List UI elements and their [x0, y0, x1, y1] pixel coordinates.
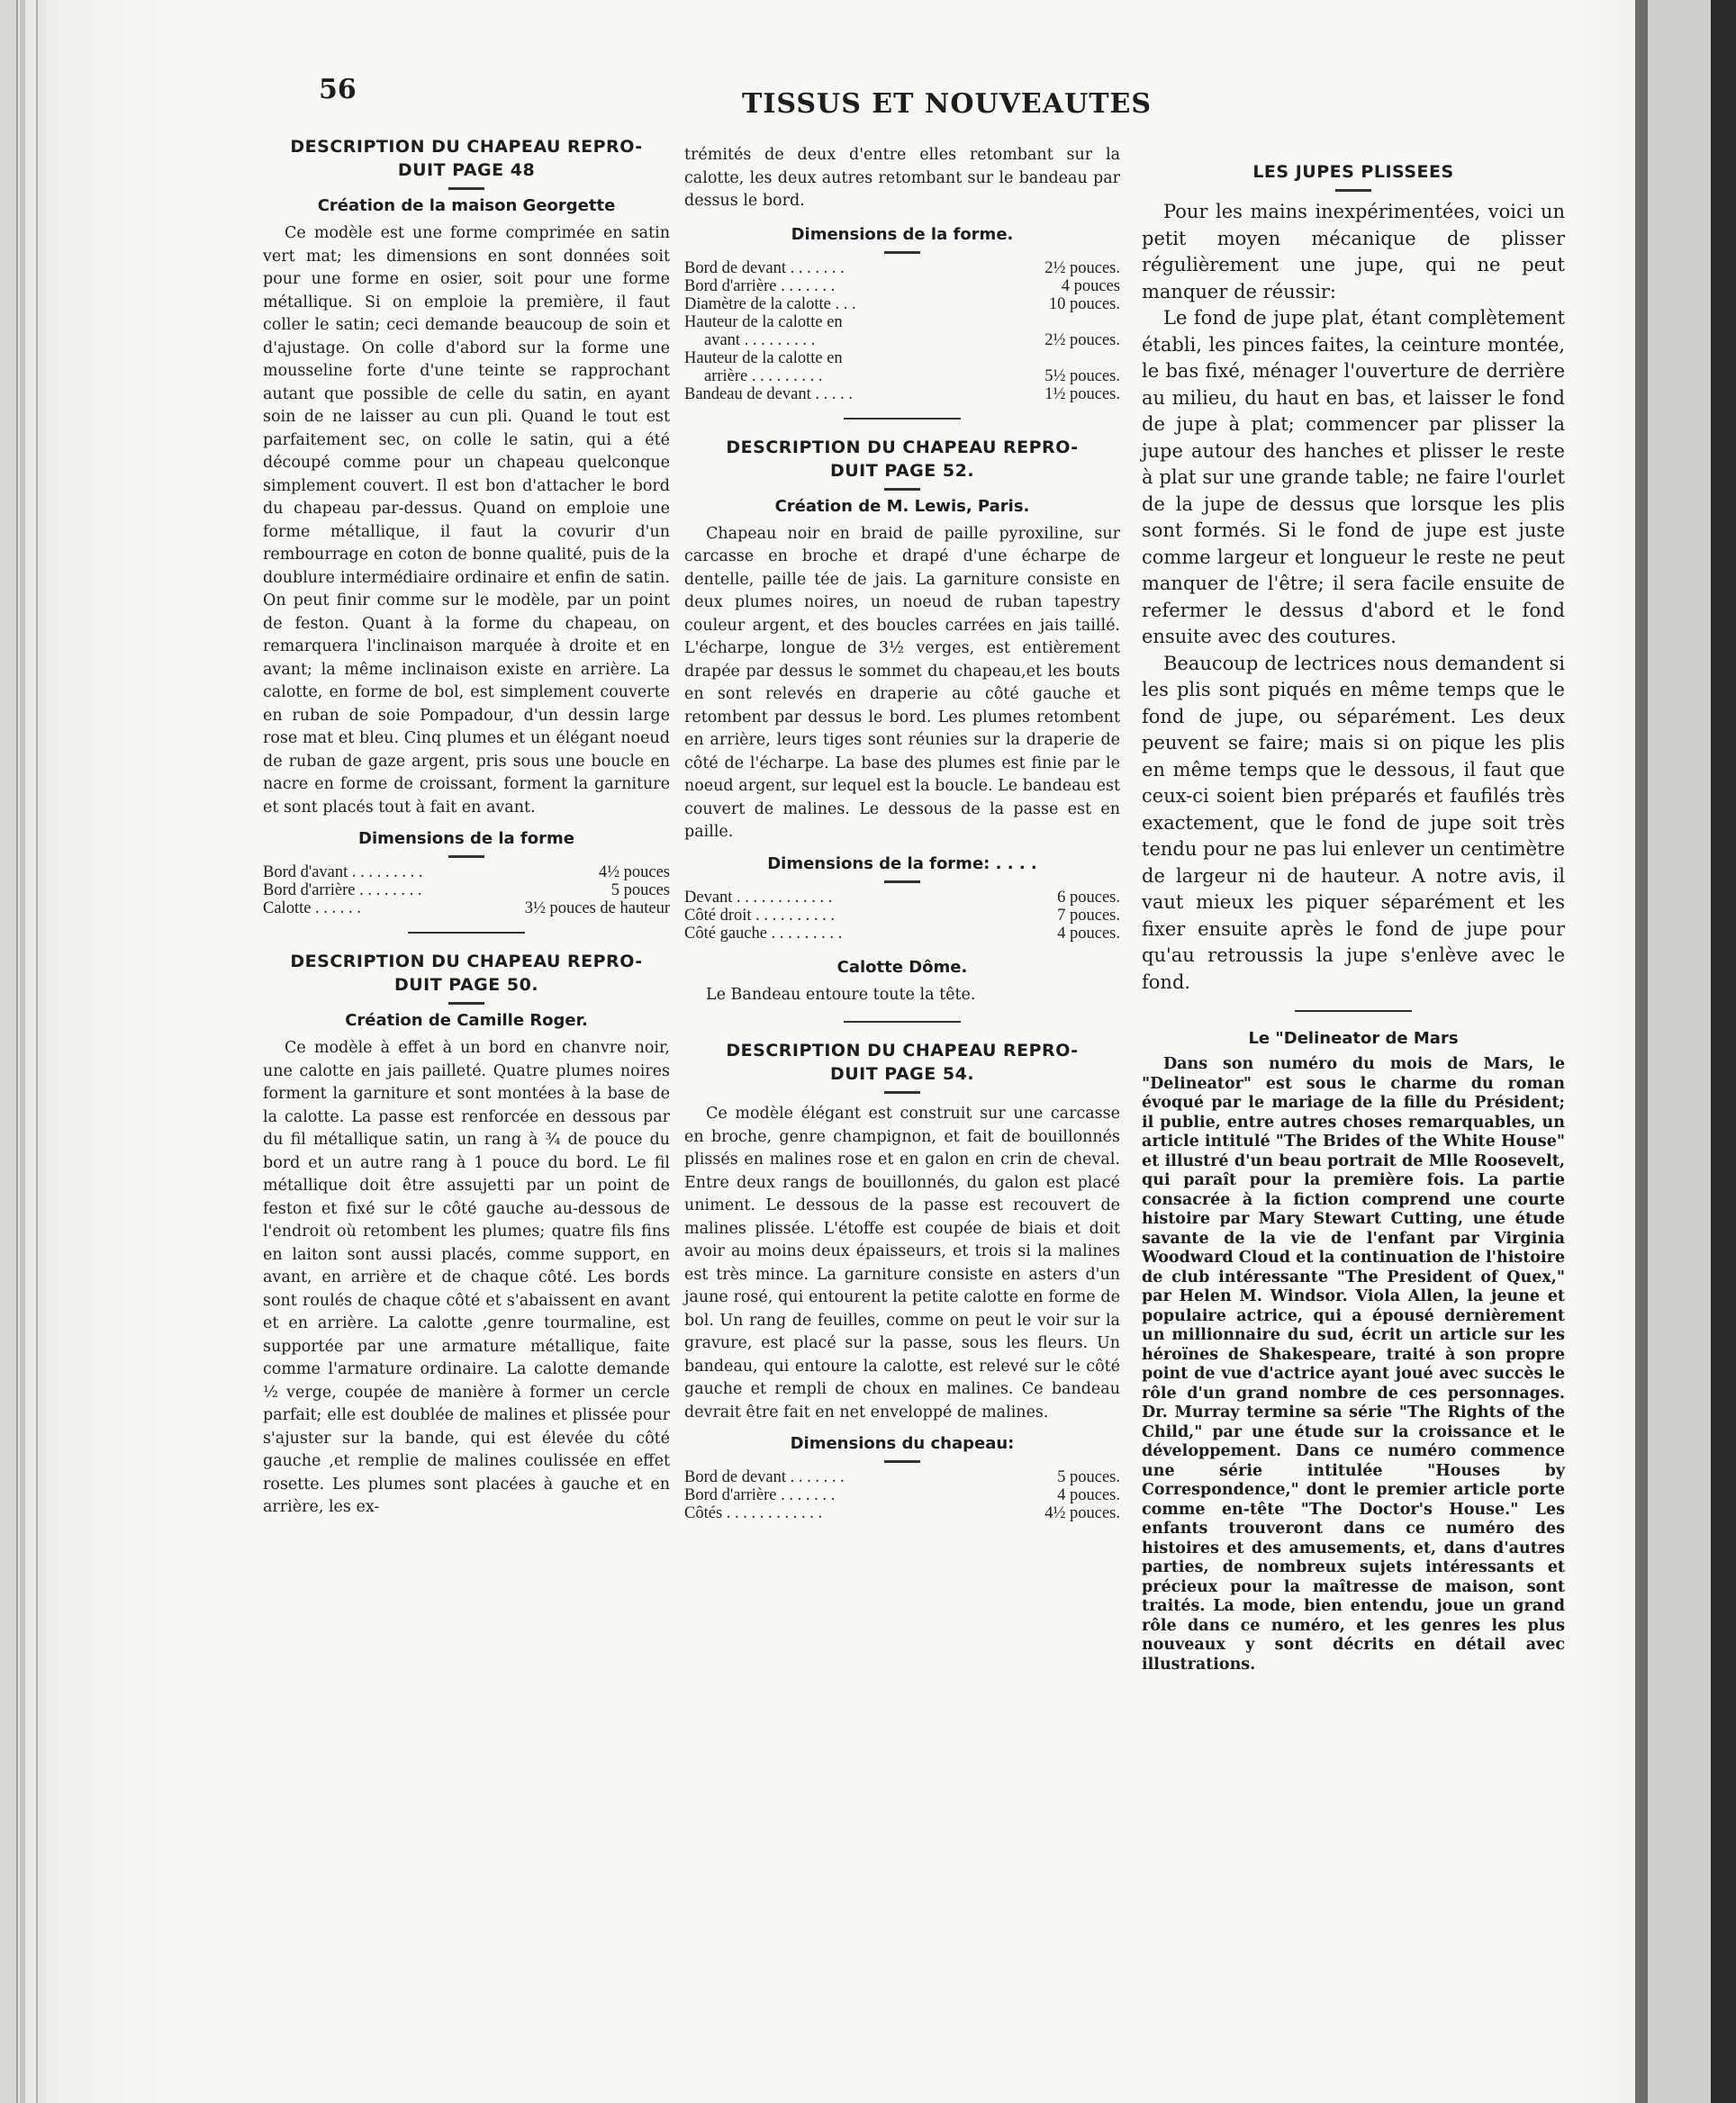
- subheading: Création de M. Lewis, Paris.: [774, 496, 1030, 516]
- running-title: TISSUS ET NOUVEAUTES: [742, 88, 1153, 120]
- dimension-row: [684, 1468, 1120, 1486]
- dimension-row: [263, 863, 670, 881]
- heading-line: DESCRIPTION DU CHAPEAU REPRO-: [726, 437, 1079, 457]
- divider: [884, 880, 920, 883]
- paragraph: Ce modèle est une forme comprimée en satin vert mat; les dimensions en sont données soit pour une forme en osier, soit pour une forme métallique. Si on emploie la première, il faut coller le satin; ceci demande beaucoup de soin et d'ajustage. On colle d'abord sur la forme une mousseline forte d'une teinte se rapprochant autant que possible de celle du satin, en ayant soin de ne laisser au cun pli. Quand le tout est parfaitement sec, on colle le satin, qui a été découpé comme pour un chapeau quelconque simplement couvert. Il est bon d'attacher le bord du chapeau par-dessus. Quand on emploie une forme métallique, il faut la covurir d'un rembourrage en coton de bonne qualité, puis de la doublure intermédiaire ordinaire et enfin de satin. On peut finir comme sur le modèle, par un point de feston. Quant à la forme du chapeau, on remarquera l'inclinaison marquée à droite et en avant; la même inclinaison existe en arrière. La calotte, en forme de bol, est simplement couverte en ruban de soie Pompadour, d'un dessin large rose mat et bleu. Cinq plumes et un élégant noeud de ruban de gaze argent, pris sous une boucle en nacre en forme de croissant, forment la garniture et sont placés tout à fait en avant.: [263, 224, 670, 817]
- binding-edge: [0, 0, 18, 2103]
- section-rule: [844, 1021, 961, 1023]
- dimension-row: [684, 295, 1120, 313]
- page-number: 56: [319, 74, 357, 105]
- paragraph: Beaucoup de lectrices nous demandent si les plis sont piqués en même temps que le fond de jupe, ou séparément. Les deux peuvent se faire; mais si on pique les plis en même temps que le dessous, il faut que ceux-ci soient bien préparés et faufilés très exactement, que le fond de jupe soit très tendu pour ne pas lui enlever un centimètre de largeur ni de hauteur. A notre avis, il vaut mieux les piquer séparément et les fixer ensuite après le fond de jupe pour qu'au retroussis la jupe s'enlève avec le fond.: [1142, 652, 1565, 993]
- dimension-label: Bord d'avant . . . . . . . . .: [263, 863, 423, 881]
- dimension-value: 4½ pouces: [598, 863, 670, 881]
- right-scan-border: [1711, 0, 1736, 2103]
- dimensions-list: [684, 889, 1120, 943]
- section-heading: [684, 1039, 1120, 1086]
- dimensions-list: [684, 259, 1120, 403]
- heading-line: DUIT PAGE 50.: [393, 975, 539, 995]
- divider: [448, 855, 484, 858]
- section-rule: [408, 932, 525, 934]
- section-heading: [263, 950, 670, 997]
- right-margin-strip: [1648, 0, 1711, 2103]
- divider: [884, 488, 920, 491]
- dimension-label: Bord d'arrière . . . . . . .: [684, 276, 836, 295]
- paragraph: Le Bandeau entoure toute la tête.: [706, 985, 976, 1004]
- dimension-value: 5 pouces.: [1057, 1468, 1120, 1486]
- dimension-label: Bord de devant . . . . . . .: [684, 258, 845, 277]
- dimension-label: Calotte . . . . . .: [263, 899, 361, 917]
- heading-line: DUIT PAGE 54.: [829, 1064, 975, 1084]
- subheading: Création de la maison Georgette: [317, 196, 616, 215]
- dimension-label: Bord de devant . . . . . . .: [684, 1468, 845, 1486]
- dimension-label: arrière . . . . . . . . .: [704, 366, 823, 385]
- heading-line: DESCRIPTION DU CHAPEAU REPRO-: [290, 952, 643, 971]
- paragraph: Chapeau noir en braid de paille pyroxiline, sur carcasse en broche et drapé d'une écharpe de dentelle, paille tée de jais. La garniture consiste en deux plumes noires, un noeud de ruban tapestry couleur argent, et des boucles carrées en jais taillé. L'écharpe, longue de 3½ verges, est entièrement drapée par dessus le sommet du chapeau,et les bouts en sont relevés en draperie au côté gauche et retombent par dessus le bord. Les plumes retombent en arrière, leurs tiges sont réunies sur la draperie de côté de l'écharpe. La base des plumes est finie par le noeud argent, sur lequel est la boucle. Le bandeau est couvert de malines. Le dessous de la passe est en paille.: [684, 524, 1120, 841]
- dimension-value: 10 pouces.: [1048, 294, 1120, 313]
- dimension-label: avant . . . . . . . . .: [704, 330, 816, 349]
- dimension-value: 4 pouces.: [1057, 1486, 1120, 1504]
- dimension-value: 7 pouces.: [1057, 906, 1120, 925]
- heading-line: DESCRIPTION DU CHAPEAU REPRO-: [290, 137, 643, 157]
- dimension-row: [684, 1504, 1120, 1522]
- dimension-label: Côté gauche . . . . . . . . .: [684, 924, 843, 943]
- dimension-value: 4 pouces.: [1057, 924, 1120, 943]
- subheading: Dimensions du chapeau:: [790, 1434, 1015, 1453]
- subheading: Dimensions de la forme: [358, 829, 574, 848]
- subheading: Dimensions de la forme.: [791, 224, 1014, 244]
- dimension-row: [684, 367, 1120, 385]
- dimension-label: Côtés . . . . . . . . . . . .: [684, 1504, 823, 1522]
- dimension-label: Bord d'arrière . . . . . . .: [684, 1486, 836, 1504]
- paragraph: Ce modèle à effet à un bord en chanvre noir, une calotte en jais pailleté. Quatre plumes noires forment la garniture et sont montées à la base de la calotte. La passe est renforcée en dessous par du fil métallique satin, un rang à ¾ de pouce du bord et un autre rang à 1 pouce du bord. Le fil métallique doit être assujetti par un point de feston et fixé sur le côté gauche au-dessous de l'endroit où retombent les plumes; quatre fils fins en laiton sont aussi placés, comme support, en avant, en arrière et de chaque côté. Les bords sont roulés de chaque côté et s'abaissent en avant et en arrière. La calotte ,genre tourmaline, est supportée par une armature métallique, faite comme l'armature ordinaire. La calotte demande ½ verge, coupée de manière à former un cercle parfait; elle est doublée de malines et plissée pour s'ajuster sur la bande, qui est élevée du côté gauche ,et remplie de malines coulissée en effet rosette. Les plumes sont placées à gauche et en arrière, les ex-: [263, 1039, 670, 1516]
- divider: [884, 1460, 920, 1463]
- dimension-row: [684, 889, 1120, 907]
- divider: [884, 1091, 920, 1094]
- dimension-value: 2½ pouces.: [1044, 330, 1120, 349]
- column-1: [263, 135, 670, 1520]
- dimension-label: Devant . . . . . . . . . . . .: [684, 888, 833, 907]
- dimension-label: Bandeau de devant . . . . .: [684, 384, 853, 403]
- dimension-row: [684, 313, 1120, 331]
- dimension-value: 3½ pouces de hauteur: [524, 899, 670, 917]
- dimension-label: Diamètre de la calotte . . .: [684, 294, 856, 313]
- section-heading: [263, 135, 670, 182]
- column-3: [1142, 135, 1565, 1674]
- dimensions-list: [263, 863, 670, 917]
- dimension-value: 4 pouces: [1061, 276, 1120, 295]
- paragraph: Le fond de jupe plat, étant complètement établi, les pinces faites, la ceinture montée, le bas fixé, ménager l'ouverture de derrière au milieu, du haut en bas, et laisser le fond de jupe à plat; commencer par plisser la jupe autour des hanches et plisser le reste à plat sur une grande table; ne faire l'ourlet de la jupe de dessus que lorsque les plis sont formés. Si le fond de jupe est juste comme largeur et longueur le reste ne peut manquer de l'être; il sera facile ensuite de refermer le dessus d'abord et le fond ensuite avec des coutures.: [1142, 307, 1565, 647]
- heading-line: DUIT PAGE 48: [397, 160, 536, 180]
- section-heading: [684, 436, 1120, 483]
- dimension-value: 1½ pouces.: [1044, 384, 1120, 403]
- paragraph: Dans son numéro du mois de Mars, le "Delineator" est sous le charme du roman évoqué par le mariage de la fille du Président; il publie, entre autres choses remarquables, un article intitulé "The Brides of the White House" et illustré d'un beau portrait de Mlle Roosevelt, qui paraît pour la première fois. La partie consacrée à la fiction comprend une courte histoire par Mary Stewart Cutting, une étude savante de la vie de l'enfant par Virginia Woodward Cloud et la continuation de l'histoire de club intéressante "The President of Quex," par Helen M. Windsor. Viola Allen, la jeune et populaire actrice, qui a épousé dernièrement un millionnaire du sud, écrit un article sur les héroïnes de Shakespeare, traité à son propre point de vue d'actrice ayant joué avec succès le rôle d'un grand nombre de ces personnages. Dr. Murray termine sa série "The Rights of the Child," par une étude sur la croissance et le développement. Dans ce numéro commence une série intitulée "Houses by Correspondence," dont le premier article porte comme en-tête "The Doctor's House." Les enfants trouveront dans ce numéro des histoires et des amusements, et, dans d'autres parties, de nombreux sujets intéressants et précieux pour la maîtresse de maison, sont traités. La mode, bien entendu, joue un grand rôle dans ce numéro, et les genres les plus nouveaux y sont décrits en détail avec illustrations.: [1142, 1055, 1565, 1674]
- dimension-row: [263, 881, 670, 899]
- paragraph: Pour les mains inexpérimentées, voici un petit moyen mécanique de plisser régulièrement une jupe, qui ne peut manquer de réussir:: [1142, 201, 1565, 302]
- dimension-label: Bord d'arrière . . . . . . . .: [263, 881, 422, 899]
- subheading: Création de Camille Roger.: [345, 1011, 588, 1030]
- subheading: Calotte Dôme.: [836, 957, 968, 977]
- dimension-label: Côté droit . . . . . . . . . .: [684, 906, 836, 925]
- binding-edge-paper: [36, 0, 45, 2103]
- section-rule: [1295, 1010, 1412, 1012]
- divider: [448, 187, 484, 190]
- column-2: [684, 144, 1120, 1522]
- dimension-label: Hauteur de la calotte en: [684, 312, 843, 331]
- divider: [1335, 189, 1371, 192]
- dimension-value: 4½ pouces.: [1044, 1504, 1120, 1522]
- binding-edge-inner: [20, 0, 25, 2103]
- heading-line: DUIT PAGE 52.: [829, 460, 975, 481]
- dimension-value: 5 pouces: [610, 881, 670, 899]
- divider: [448, 1002, 484, 1005]
- dimension-row: [684, 385, 1120, 403]
- section-rule: [844, 418, 961, 420]
- dimension-row: [684, 1486, 1120, 1504]
- section-heading: LES JUPES PLISSEES: [1252, 162, 1454, 182]
- dimension-row: [684, 349, 1120, 367]
- dimension-label: Hauteur de la calotte en: [684, 348, 843, 367]
- right-edge-shadow: [1635, 0, 1648, 2103]
- divider: [884, 251, 920, 254]
- dimension-value: 5½ pouces.: [1044, 366, 1120, 385]
- dimension-row: [684, 277, 1120, 295]
- subheading: Dimensions de la forme: . . . .: [767, 853, 1037, 873]
- paragraph: trémités de deux d'entre elles retombant sur la calotte, les deux autres retombant sur le bandeau par dessus le bord.: [684, 146, 1120, 210]
- dimension-row: [684, 331, 1120, 349]
- dimension-row: [263, 899, 670, 917]
- dimension-value: 2½ pouces.: [1044, 258, 1120, 277]
- heading-line: DESCRIPTION DU CHAPEAU REPRO-: [726, 1041, 1079, 1061]
- dimensions-list: [684, 1468, 1120, 1522]
- dimension-row: [684, 925, 1120, 943]
- subheading: Le "Delineator de Mars: [1248, 1029, 1459, 1048]
- paragraph: Ce modèle élégant est construit sur une carcasse en broche, genre champignon, et fait de bouillonnés plissés en malines rose et en galon en crin de cheval. Entre deux rangs de bouillonnés, du galon est placé uniment. Le dessous de la passe est recouvert de malines plissée. L'étoffe est coupée de biais et doit avoir au moins deux épaisseurs, et trois si la malines est très mince. La garniture consiste en asters d'un jaune rosé, qui entourent la petite calotte en forme de bol. Un rang de feuilles, comme on peut le voir sur la gravure, est placé sur la passe, sous les fleurs. Un bandeau, qui entoure la calotte, est relevé sur le côté gauche et rempli de choux en malines. Ce bandeau devrait être fait en net enveloppé de malines.: [684, 1105, 1120, 1422]
- dimension-row: [684, 259, 1120, 277]
- dimension-value: 6 pouces.: [1057, 888, 1120, 907]
- dimension-row: [684, 907, 1120, 925]
